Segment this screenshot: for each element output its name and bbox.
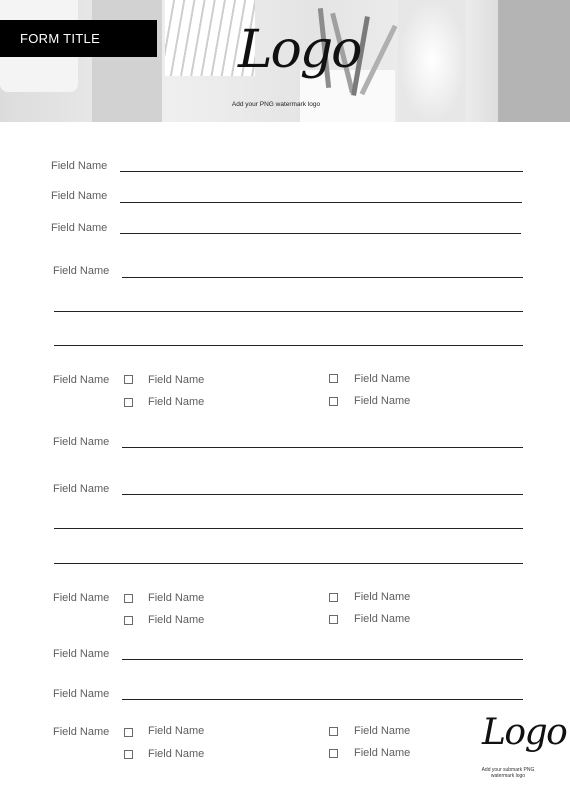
checkbox-option-label: Field Name <box>148 374 205 386</box>
checkbox-option-label: Field Name <box>148 614 205 626</box>
field-input-line[interactable] <box>122 699 523 700</box>
field-label: Field Name <box>53 483 110 495</box>
checkbox[interactable] <box>124 616 133 625</box>
field-label: Field Name <box>51 160 108 172</box>
field-input-line[interactable] <box>122 659 523 660</box>
field-input-line[interactable] <box>120 171 523 172</box>
checkbox-option-label: Field Name <box>354 747 411 759</box>
field-input-line[interactable] <box>122 447 523 448</box>
checkbox[interactable] <box>329 727 338 736</box>
checkbox-option-label: Field Name <box>354 613 411 625</box>
photo-hourglass <box>398 0 466 122</box>
checkbox-option-label: Field Name <box>148 592 205 604</box>
logo-caption-top: Add your PNG watermark logo <box>231 101 321 108</box>
blank-line[interactable] <box>54 345 523 346</box>
checkbox-option-label: Field Name <box>148 396 205 408</box>
logo-bottom: Logo <box>482 712 567 753</box>
checkbox-option-label: Field Name <box>148 748 205 760</box>
checkbox-group-label: Field Name <box>53 374 110 386</box>
checkbox-option-label: Field Name <box>148 725 205 737</box>
checkbox-option-label: Field Name <box>354 725 411 737</box>
checkbox-group-label: Field Name <box>53 726 110 738</box>
checkbox[interactable] <box>329 374 338 383</box>
logo-top: Logo <box>238 20 361 80</box>
field-label: Field Name <box>51 222 108 234</box>
field-label: Field Name <box>53 688 110 700</box>
checkbox-option-label: Field Name <box>354 591 411 603</box>
checkbox[interactable] <box>124 750 133 759</box>
photo-gray-box <box>498 0 570 122</box>
checkbox-option-label: Field Name <box>354 395 411 407</box>
logo-caption-bottom-line1: Add your submark PNG <box>481 767 535 773</box>
checkbox-option-label: Field Name <box>354 373 411 385</box>
checkbox[interactable] <box>329 593 338 602</box>
checkbox[interactable] <box>124 398 133 407</box>
field-input-line[interactable] <box>120 202 522 203</box>
field-input-line[interactable] <box>122 494 523 495</box>
field-label: Field Name <box>53 265 110 277</box>
logo-caption-bottom-line2: watermark logo <box>490 773 526 779</box>
form-title: FORM TITLE <box>0 20 157 57</box>
field-label: Field Name <box>51 190 108 202</box>
checkbox[interactable] <box>329 749 338 758</box>
blank-line[interactable] <box>54 311 523 312</box>
checkbox[interactable] <box>124 728 133 737</box>
field-input-line[interactable] <box>120 233 521 234</box>
checkbox[interactable] <box>329 397 338 406</box>
logo-caption-bottom <box>476 767 540 779</box>
checkbox[interactable] <box>124 375 133 384</box>
blank-line[interactable] <box>54 563 523 564</box>
field-input-line[interactable] <box>122 277 523 278</box>
field-label: Field Name <box>53 436 110 448</box>
checkbox[interactable] <box>329 615 338 624</box>
field-label: Field Name <box>53 648 110 660</box>
checkbox-group-label: Field Name <box>53 592 110 604</box>
checkbox[interactable] <box>124 594 133 603</box>
photo-notebook <box>92 0 162 122</box>
blank-line[interactable] <box>54 528 523 529</box>
